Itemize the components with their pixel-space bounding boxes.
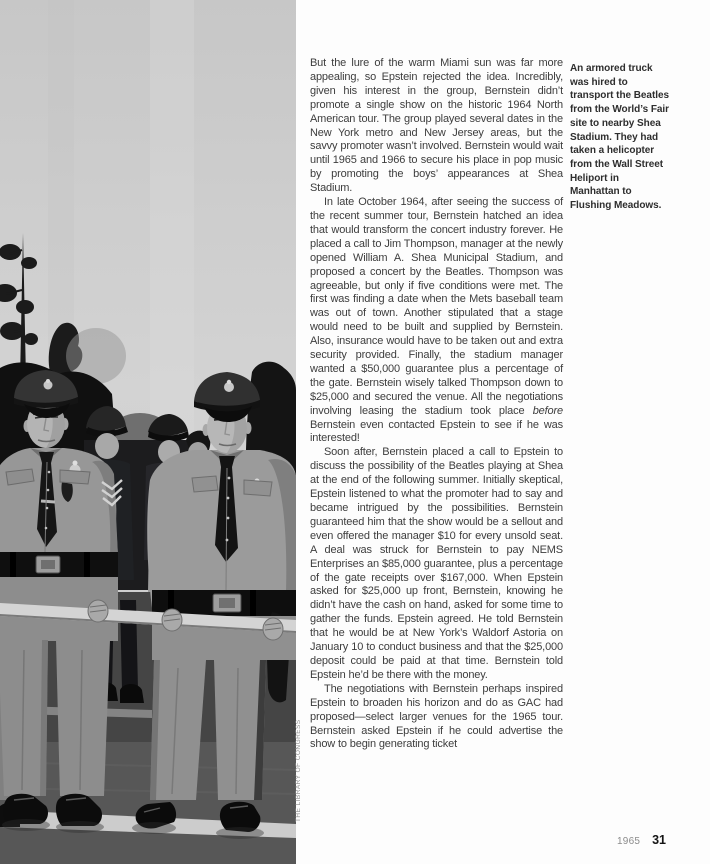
photo-caption: An armored truck was hired to transport the Beatles from the World’s Fair site to nearby Shea Stadium. They had taken a helicopter from the Wall Street Heliport in Manhattan to Flushing Meadows. — [570, 63, 669, 212]
chapter-year: 1965 — [617, 836, 641, 847]
paragraph: Soon after, Bernstein placed a call to Epstein to discuss the possibility of the Beatles playing at Shea at the end of the following summer. Initially skeptical, Epstein listened to what the promoter had to say and became intrigued by the possibilities. Bernstein guaranteed him that the show would be a sellout and even offered the manager $10 for every unsold seat. A deal was struck for Bernstein to pay NEMS Enterprises an $85,000 guarantee, plus a percentage of the gate receipts over $167,000. When Epstein asked for $25,000 up front, Bernstein, knowing he didn’t have the cash on hand, asked for some time to gather the funds. Epstein agreed. He told Bernstein that he would be at New York’s Waldorf Astoria on January 10 to conduct business and that the $25,000 deposit could be paid at that time. Bernstein told Epstein he’d be there with the money. — [310, 446, 563, 681]
page-footer — [617, 833, 666, 847]
police-officers-photo-illustration — [0, 0, 296, 864]
paragraph-text: In late October 1964, after seeing the success of the recent summer tour, Bernstein hatched an idea that would transform the concert industry forever. He placed a call to Jim Thompson, manager at the newly opened William A. Shea Municipal Stadium, and proposed a concert by the Beatles. Thompson was agreeable, but only if five conditions were met. The first was finding a date when the Mets baseball team was out of town. Another stipulated that a stage would need to be built and supplied by Bernstein. Also, insurance would have to be taken out and extra security provided. Finally, the stadium manager wanted a $50,000 guarantee plus a percentage of the gate. Bernstein wisely talked Thompson down to $25,000 and secured the venue. All the negotiations involving leasing the stadium took place — [310, 196, 563, 417]
photo-credit: THE LIBRARY OF CONGRESS — [295, 719, 302, 822]
paragraph — [310, 196, 563, 446]
police-officers-photo — [0, 0, 296, 864]
paragraph: But the lure of the warm Miami sun was far more appealing, so Epstein rejected the idea. Incredibly, given his interest in the group, Bernstein didn’t promote a single show on the historic 1964 North American tour. The group played several dates in the New York metro and New Jersey areas, but the savvy promoter wasn’t involved. Bernstein would wait until 1965 and 1966 to secure his place in pop music by promoting the boys’ appearances at Shea Stadium. — [310, 57, 563, 195]
paragraph: The negotiations with Bernstein perhaps inspired Epstein to broaden his horizon and do as GAC had proposed—select larger venues for the 1965 tour. Bernstein asked Epstein if he could advertise the show to begin generating ticket — [310, 682, 563, 751]
italic-word: before — [532, 404, 563, 417]
page-number: 31 — [652, 833, 666, 847]
paragraph-text: Bernstein even contacted Epstein to see if he was interested! — [310, 418, 563, 445]
article-text-column — [310, 57, 563, 752]
